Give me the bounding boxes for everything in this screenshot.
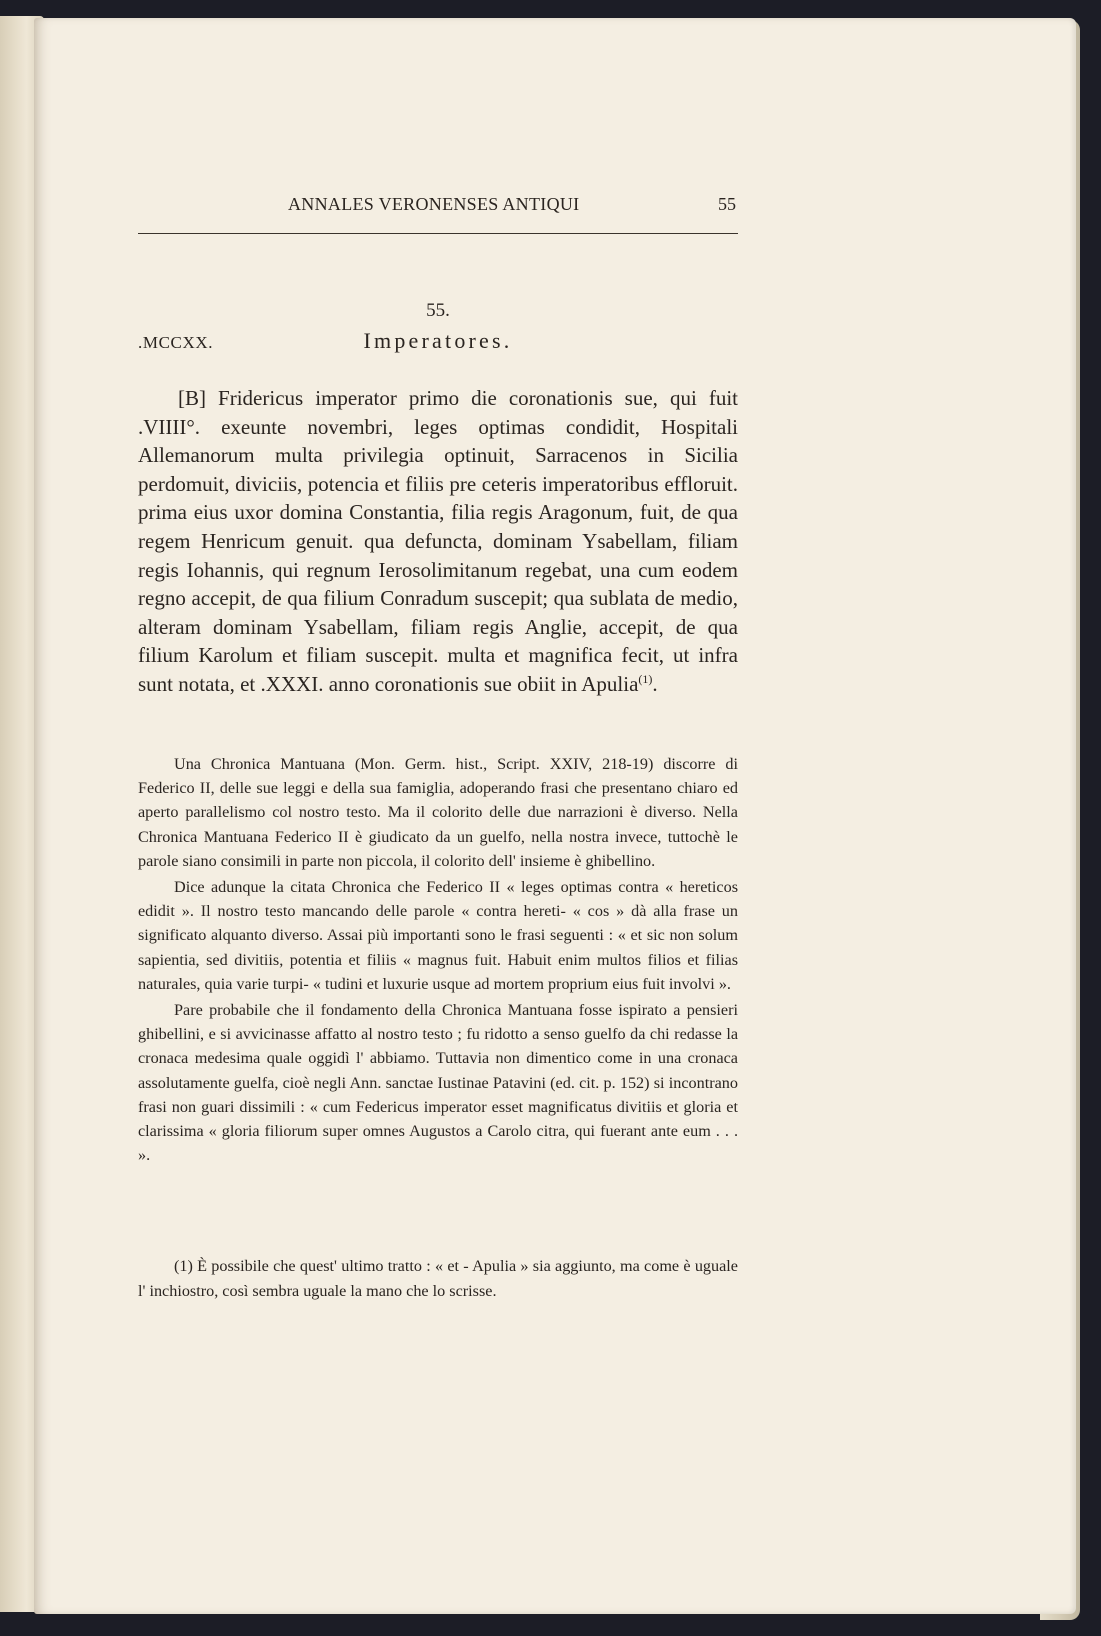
book-page (34, 18, 1076, 1614)
main-text (138, 384, 738, 699)
main-text-end: . (652, 671, 658, 696)
commentary-paragraph: Una Chronica Mantuana (Mon. Germ. hist., Script. XXIV, 218-19) discorre di Federico II, delle sue leggi e della sua famiglia, adoperando frasi che presentano chiaro ed aperto parallelismo col nostro testo. Ma il colorito delle due narrazioni è diverso. Nella Chronica Mantuana Federico II è giudicato da un guelfo, nella nostra invece, tuttochè le parole siano consimili in parte non piccola, il colorito dell' insieme è ghibellino. (138, 755, 738, 870)
page-number: 55 (718, 194, 736, 214)
commentary-paragraph: Pare probabile che il fondamento della Chronica Mantuana fosse ispirato a pensieri ghibellini, e si avvicinasse affatto al nostro testo ; fu ridotto a senso guelfo da chi redasse la cronaca medesima quale oggidì l' abbiamo. Tuttavia non dimentico come in una cronaca assolutamente guelfa, cioè negli Ann. sanctae Iustinae Patavini (ed. cit. p. 152) si incontrano frasi non guari dissimili : « cum Federicus imperator esset magnificatus divitiis et gloria et clarissima « gloria filiorum super omnes Augustos a Carolo citra, qui fuerant ante eum . . . ». (138, 1001, 738, 1165)
footnote-marker[interactable]: (1) (638, 671, 653, 686)
running-title: ANNALES VERONENSES ANTIQUI (288, 194, 580, 214)
footnote: (1) È possibile che quest' ultimo tratto : « et - Apulia » sia aggiunto, ma come è uguale l' inchiostro, così sembra uguale la mano che lo scrisse. (138, 1257, 738, 1300)
commentary (138, 752, 738, 1169)
commentary-paragraph: Dice adunque la citata Chronica che Federico II « leges optimas contra « hereticos edidit ». Il nostro testo mancando delle parole « contra hereti- « cos » dà alla frase un significato alquanto diverso. Assai più importanti sono le frasi seguenti : « et sic non solum sapientia, sed divitiis, potentia et filiis « magnus fuit. Habuit enim multos filios et filias naturales, quia varie turpi- « tudini et luxurie usque ad mortem proprium eius fuit involvi ». (138, 878, 738, 993)
main-text-body: [B] Fridericus imperator primo die coronationis sue, qui fuit .VIIII°. exeunte novembri, leges optimas condidit, Hospitali Allemanorum multa privilegia optinuit, Sarracenos in Sicilia perdomuit, diviciis, potencia et filiis pre ceteris imperatoribus effloruit. prima eius uxor domina Constantia, filia regis Aragonum, fuit, de qua regem Henricum genuit. qua defuncta, dominam Ysabellam, filiam regis Iohannis, qui regnum Ierosolimitanum regebat, una cum eodem regno accepit, de qua filium Conradum suscepit; qua sublata de medio, alteram dominam Ysabellam, filiam regis Anglie, accepit, de qua filium Karolum et filiam suscepit. multa et magnifica fecit, ut infra sunt notata, et .XXXI. anno coronationis sue obiit in Apulia (138, 386, 738, 696)
entry-number: 55. (426, 300, 450, 321)
entry-heading: Imperatores. (363, 328, 513, 353)
running-head (138, 194, 738, 218)
entry-year: .MCCXX. (138, 333, 214, 352)
header-rule (138, 233, 738, 234)
